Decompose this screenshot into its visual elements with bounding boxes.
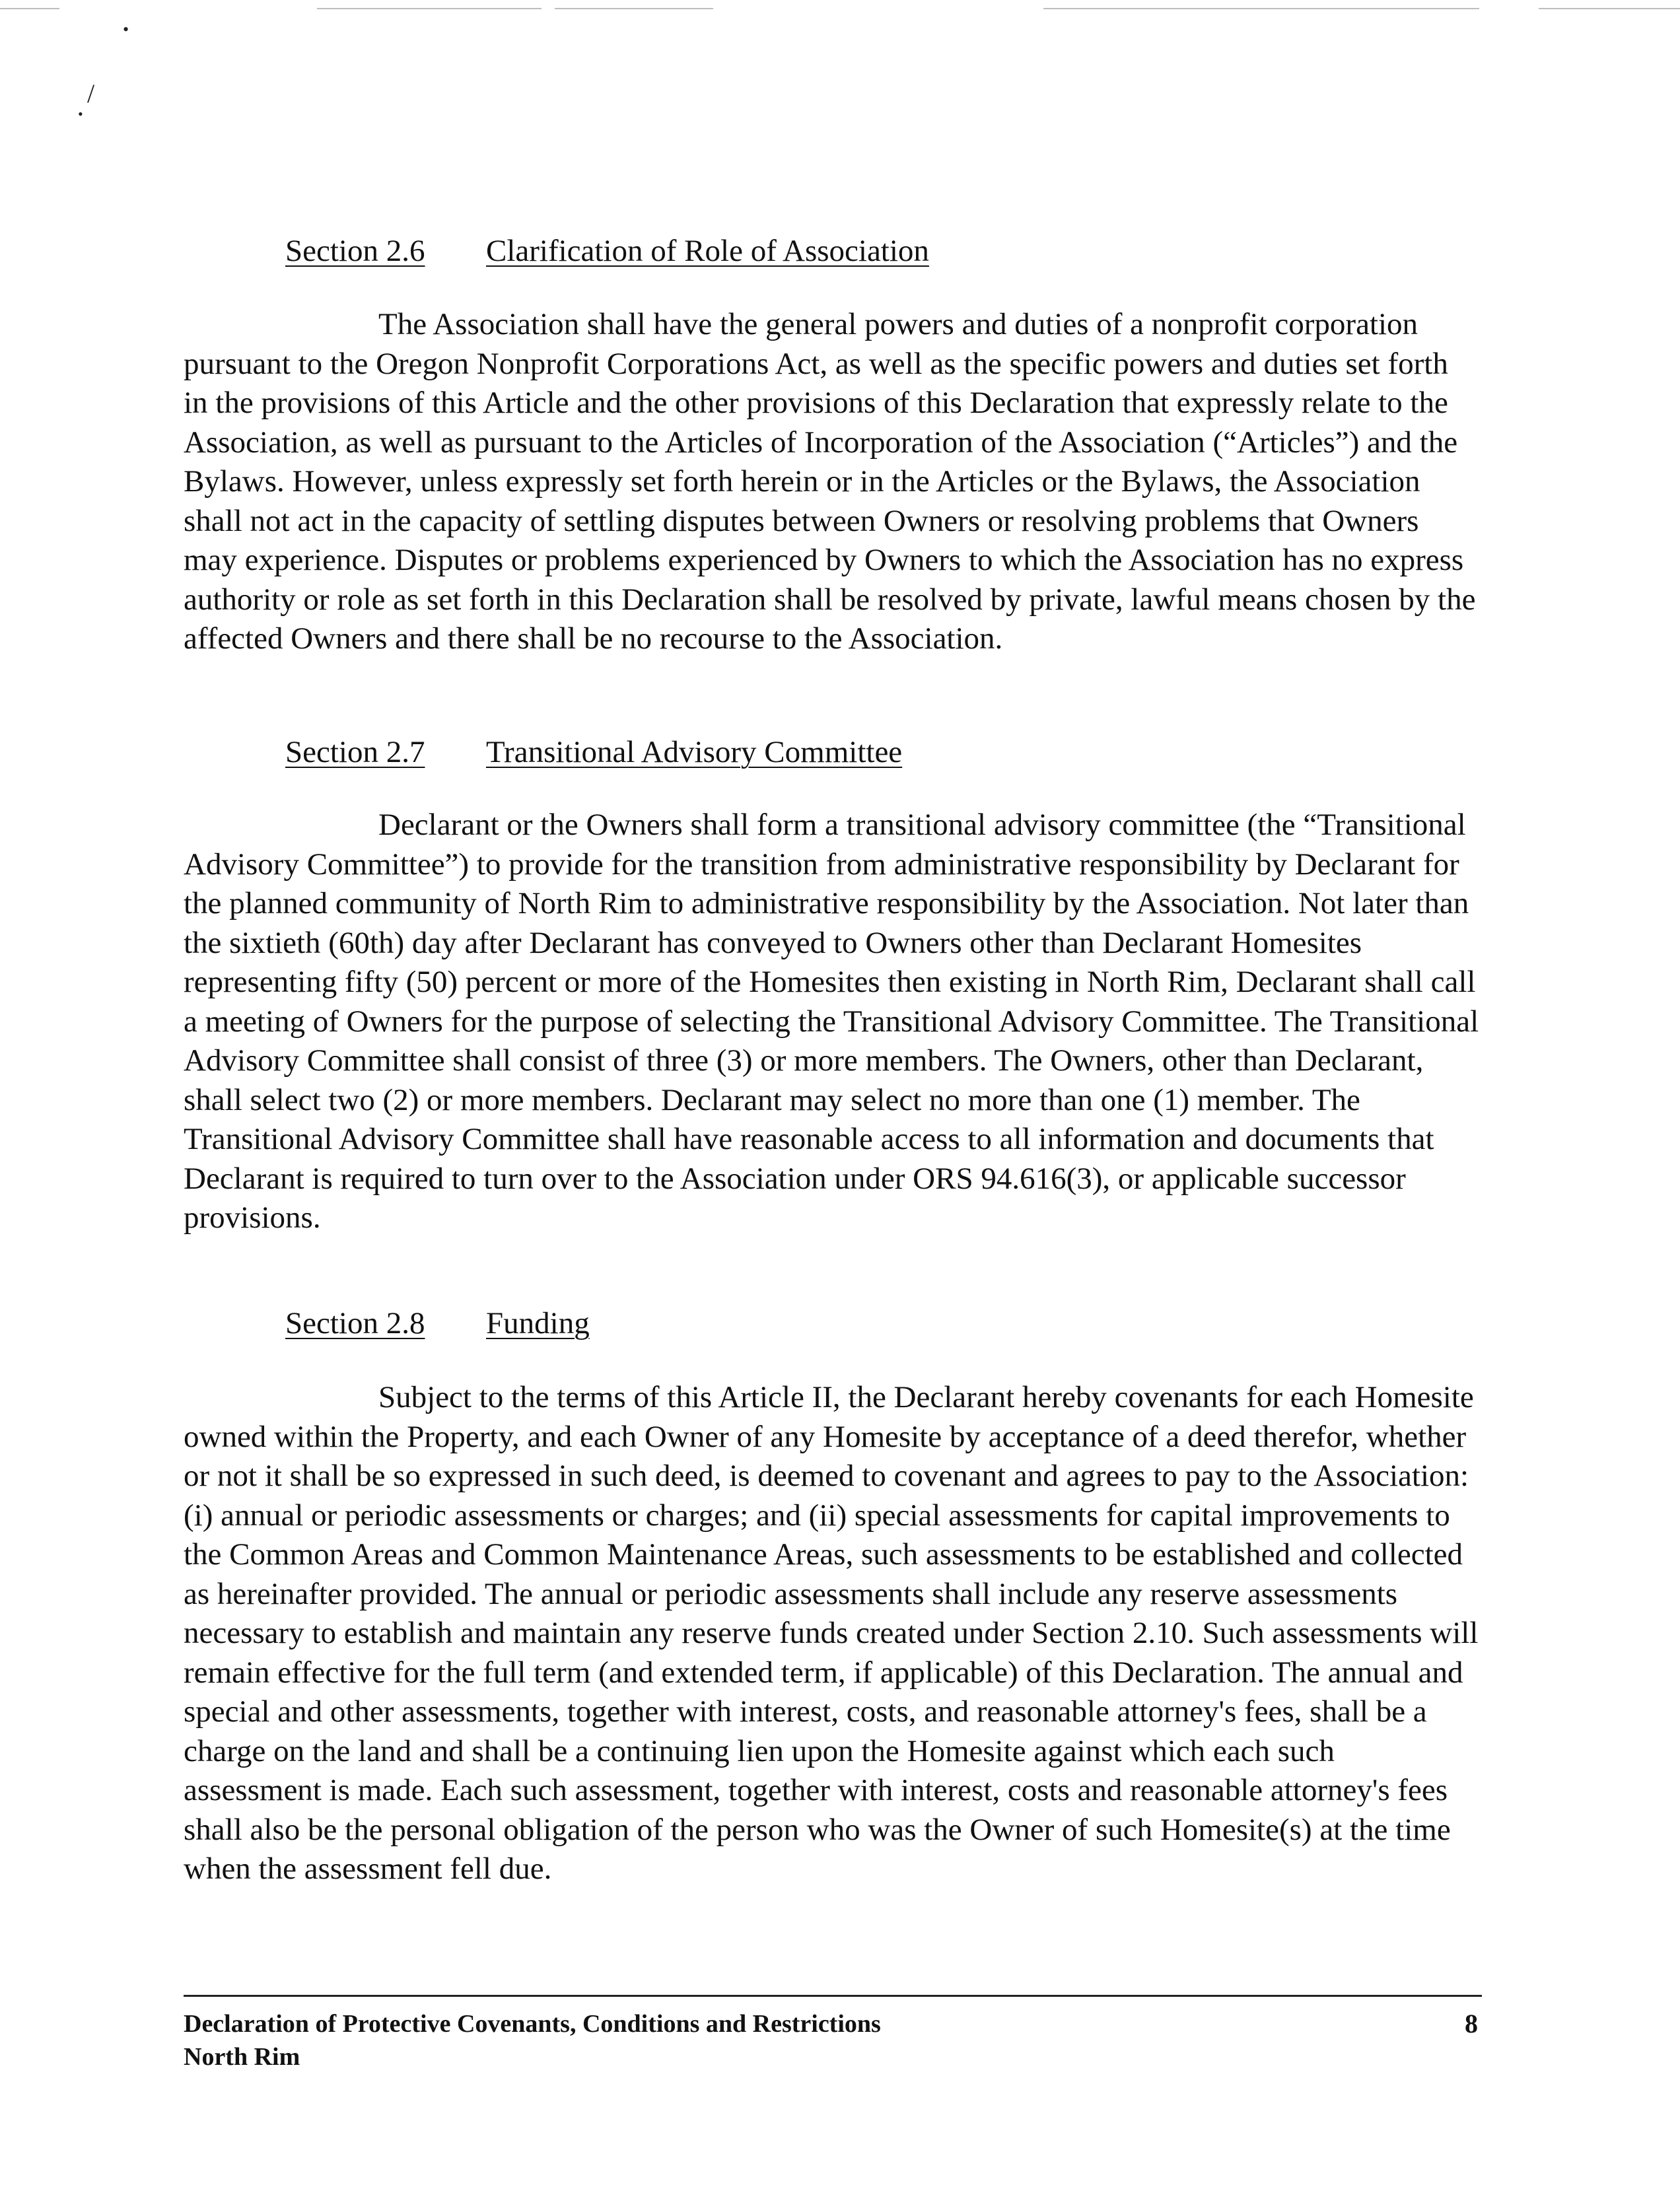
- scan-artifact: [317, 8, 542, 9]
- section-title: Funding: [486, 1306, 590, 1340]
- section-body: The Association shall have the general powers and duties of a nonprofit corporation pursuant to the Oregon Nonprofit Corporations Act, as well as the specific powers and duties set forth in the provisions of this Article and the other provisions of this Declaration that expressly relate to the Association, as well as pursuant to the Articles of Incorporation of the Association (“Articles”) and the Bylaws. However, unless expressly set forth herein or in the Articles or the Bylaws, the Association shall not act in the capacity of settling disputes between Owners or resolving problems that Owners may experience. Disputes or problems experienced by Owners to which the Association has no express authority or role as set forth in this Declaration shall be resolved by private, lawful means chosen by the affected Owners and there shall be no recourse to the Association.: [184, 307, 1476, 656]
- section-body: Declarant or the Owners shall form a transitional advisory committee (the “Transitional Advisory Committee”) to provide for the transition from administrative responsibility by Declarant for the planned community of North Rim to administrative responsibility by the Association. Not later than the sixtieth (60th) day after Declarant has conveyed to Owners other than Declarant Homesites representing fifty (50) percent or more of the Homesites then existing in North Rim, Declarant shall call a meeting of Owners for the purpose of selecting the Transitional Advisory Committee. The Transitional Advisory Committee shall consist of three (3) or more members. The Owners, other than Declarant, shall select two (2) or more members. Declarant may select no more than one (1) member. The Transitional Advisory Committee shall have reasonable access to all information and documents that Declarant is required to turn over to the Association under ORS 94.616(3), or applicable successor provisions.: [184, 808, 1479, 1235]
- section-heading: [285, 1303, 590, 1343]
- section-number: Section 2.6: [285, 234, 425, 268]
- scan-mark: /: [87, 79, 95, 108]
- section-number: Section 2.8: [285, 1306, 425, 1340]
- scan-artifact: [555, 8, 713, 9]
- section-title: Transitional Advisory Committee: [486, 735, 903, 769]
- footer-document-title: Declaration of Protective Covenants, Conditions and Restrictions: [184, 2010, 881, 2038]
- section-body: Subject to the terms of this Article II, the Declarant hereby covenants for each Homesite owned within the Property, and each Owner of any Homesite by acceptance of a deed therefor, whether or not it shall be so expressed in such deed, is deemed to covenant and agrees to pay to the Association: (i) annual or periodic assessments or charges; and (ii) special assessments for capital improvements to the Common Areas and Common Maintenance Areas, such assessments to be established and collected as hereinafter provided. The annual or periodic assessments shall include any reserve assessments necessary to establish and maintain any reserve funds created under Section 2.10. Such assessments will remain effective for the full term (and extended term, if applicable) of this Declaration. The annual and special and other assessments, together with interest, costs, and reasonable attorney's fees, shall be a charge on the land and shall be a continuing lien upon the Homesite against which each such assessment is made. Each such assessment, together with interest, costs and reasonable attorney's fees shall also be the personal obligation of the person who was the Owner of such Homesite(s) at the time when the assessment fell due.: [184, 1380, 1479, 1886]
- footer: [184, 2007, 881, 2073]
- footer-project-name: North Rim: [184, 2043, 300, 2071]
- scan-artifact: [0, 8, 59, 9]
- section-heading: [285, 732, 903, 772]
- scan-artifact: [1539, 8, 1680, 9]
- footer-divider: [184, 1995, 1482, 1997]
- scan-artifact: [1043, 8, 1479, 9]
- page-number: 8: [1465, 2009, 1478, 2038]
- scan-dot: •: [123, 20, 129, 39]
- section-title: Clarification of Role of Association: [486, 234, 929, 268]
- section-heading: [285, 231, 929, 271]
- scan-dot: •: [78, 106, 83, 122]
- section-number: Section 2.7: [285, 735, 425, 769]
